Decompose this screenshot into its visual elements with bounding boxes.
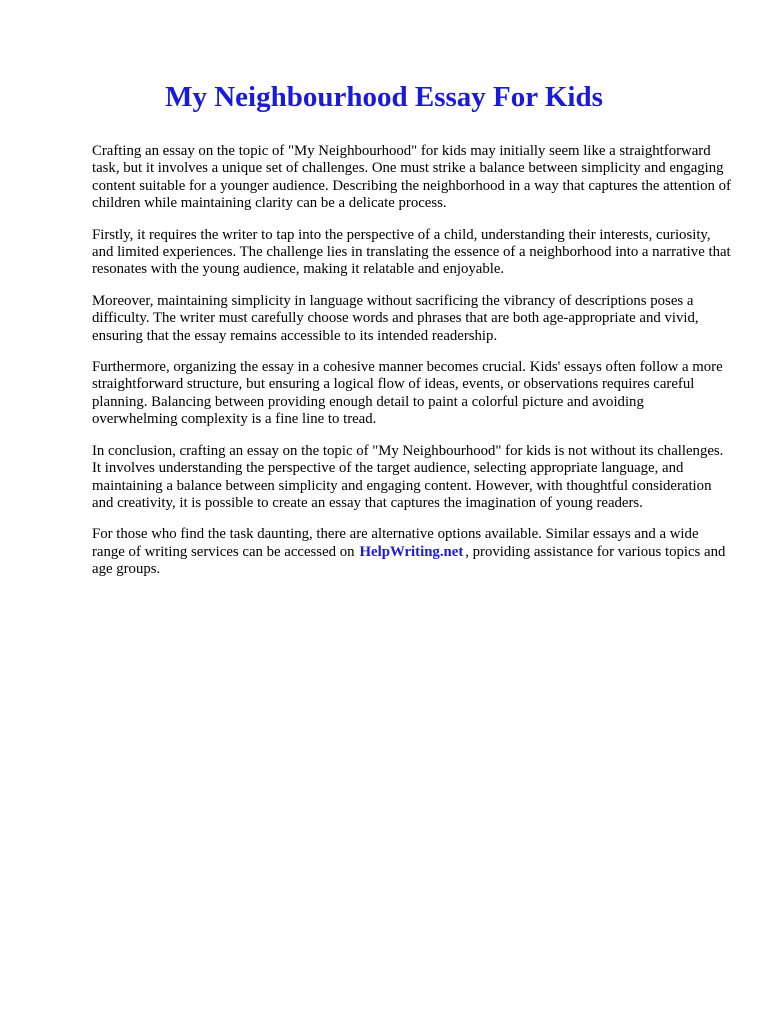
paragraph-firstly: Firstly, it requires the writer to tap into the perspective of a child, understanding their interests, curiosity, and limited experiences. The challenge lies in translating the essence of a neighborhood into a narrative that resonates with the young audience, making it relatable and enjoyable. [92,226,731,278]
closing-text-before: For those who find the task daunting, there are alternative options available. Similar essays and a wide range of writing services can be accessed on [92,526,699,560]
helpwriting-link[interactable]: HelpWriting.net [359,543,464,560]
paragraph-closing [92,526,732,578]
paragraph-moreover: Moreover, maintaining simplicity in language without sacrificing the vibrancy of descriptions poses a difficulty. The writer must carefully choose words and phrases that are both age-appropriate and vivid, ensuring that the essay remains accessible to its intended readership. [92,292,699,344]
essay-body [92,143,732,593]
paragraph-conclusion: In conclusion, crafting an essay on the topic of "My Neighbourhood" for kids is not without its challenges. It involves understanding the perspective of the target audience, selecting appropriate language, and maintaining a balance between simplicity and engaging content. However, with thoughtful consideration and creativity, it is possible to create an essay that captures the imagination of young readers. [92,442,724,511]
page-title: My Neighbourhood Essay For Kids [165,81,603,113]
paragraph-furthermore: Furthermore, organizing the essay in a cohesive manner becomes crucial. Kids' essays often follow a more straightforward structure, but ensuring a logical flow of ideas, events, or observations requires careful planning. Balancing between providing enough detail to paint a colorful picture and avoiding overwhelming complexity is a fine line to tread. [92,359,723,428]
paragraph-intro: Crafting an essay on the topic of "My Neighbourhood" for kids may initially seem like a straightforward task, but it involves a unique set of challenges. One must strike a balance between simplicity and engaging content suitable for a younger audience. Describing the neighborhood in a way that captures the attention of children while maintaining clarity can be a delicate process. [92,143,731,212]
closing-text-after: , providing assistance for various topics and age groups. [92,543,726,578]
